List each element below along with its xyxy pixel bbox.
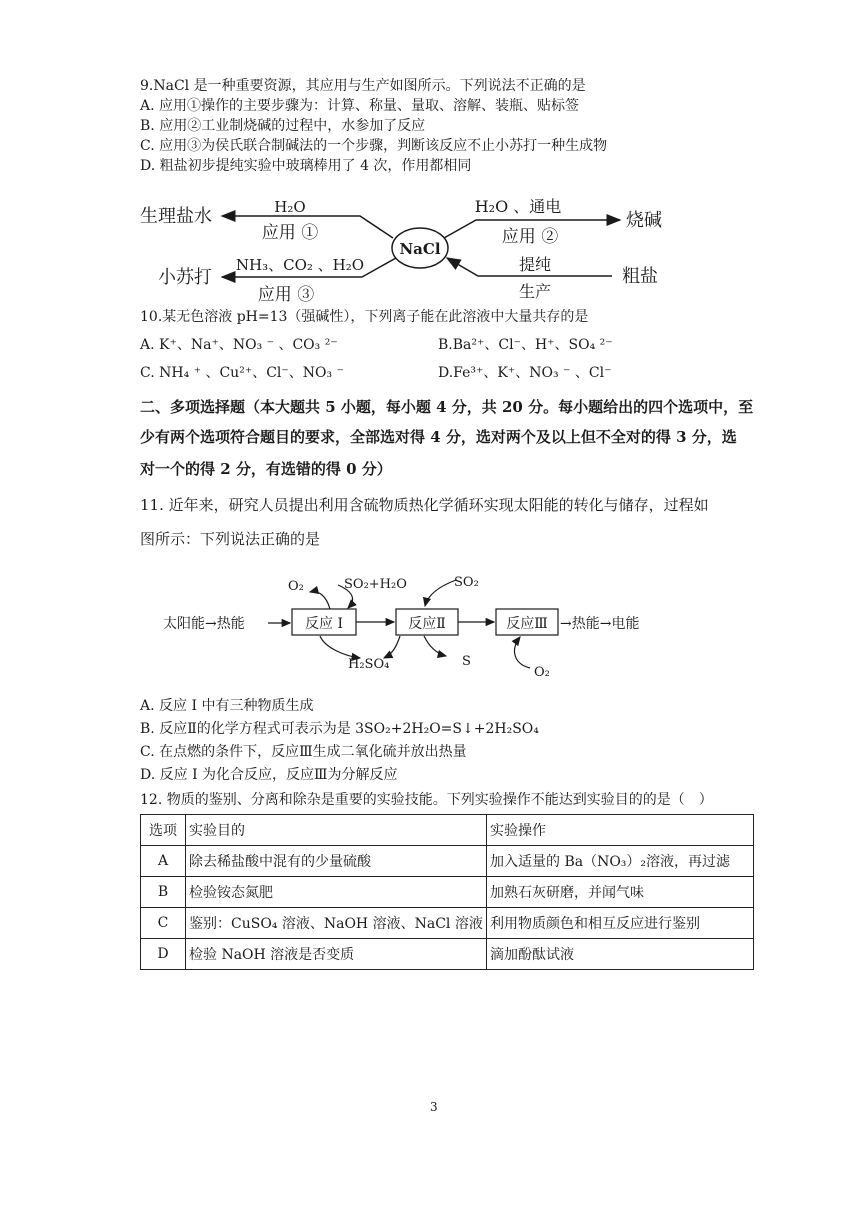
reaction-2-label: 反应Ⅱ xyxy=(408,616,446,632)
saline-label: 生理盐水 xyxy=(140,206,212,227)
s-label: S xyxy=(462,654,471,669)
table-row xyxy=(141,908,754,939)
row-operation: 加入适量的 Ba（NO₃）₂溶液，再过滤 xyxy=(487,846,754,877)
q10-option-a: A. K⁺、Na⁺、NO₃ ⁻ 、CO₃ ²⁻ xyxy=(140,337,338,353)
q9-option-b: B. 应用②工业制烧碱的过程中，水参加了反应 xyxy=(140,118,426,134)
q11-stem-2: 图所示：下列说法正确的是 xyxy=(140,530,321,548)
row-option: B xyxy=(141,877,186,908)
so2-top-label: SO₂ xyxy=(454,575,479,590)
table-row xyxy=(141,877,754,908)
q11-stem-1: 11. 近年来，研究人员提出利用含硫物质热化学循环实现太阳能的转化与储存，过程如 xyxy=(140,496,709,514)
h2so4-label: H₂SO₄ xyxy=(348,657,390,672)
row-operation: 加熟石灰研磨，并闻气味 xyxy=(487,877,754,908)
purify-label: 提纯 xyxy=(518,255,552,274)
crude-label: 粗盐 xyxy=(622,266,658,287)
page-number: 3 xyxy=(430,1100,438,1114)
so2-h2o-label: SO₂+H₂O xyxy=(344,577,407,592)
row-option: D xyxy=(141,939,186,970)
electrolysis-label: H₂O 、通电 xyxy=(474,197,562,216)
sulfur-cycle-diagram xyxy=(0,565,867,685)
header-operation: 实验操作 xyxy=(487,815,754,846)
output-label: →热能→电能 xyxy=(560,616,640,632)
row-option: A xyxy=(141,846,186,877)
row-operation: 利用物质颜色和相互反应进行鉴别 xyxy=(487,908,754,939)
header-purpose: 实验目的 xyxy=(186,815,487,846)
experiment-table xyxy=(140,814,754,970)
section2-line1: 二、多项选择题（本大题共 5 小题，每小题 4 分，共 20 分。每小题给出的四个选项中，至 xyxy=(140,398,754,416)
app2-label: 应用 ② xyxy=(501,227,559,247)
q12-stem: 12. 物质的鉴别、分离和除杂是重要的实验技能。下列实验操作不能达到实验目的的是（ ） xyxy=(140,792,713,808)
produce-label: 生产 xyxy=(518,282,552,301)
q10-stem: 10.某无色溶液 pH=13（强碱性），下列离子能在此溶液中大量共存的是 xyxy=(140,309,589,325)
reagents3-label: NH₃、CO₂ 、H₂O xyxy=(235,256,365,274)
q10-option-c: C. NH₄ ⁺ 、Cu²⁺、Cl⁻、NO₃ ⁻ xyxy=(140,365,344,381)
q9-option-d: D. 粗盐初步提纯实验中玻璃棒用了 4 次，作用都相同 xyxy=(140,158,472,174)
q9-stem: 9.NaCl 是一种重要资源，其应用与生产如图所示。下列说法不正确的是 xyxy=(140,78,586,94)
o2-bottom-label: O₂ xyxy=(534,665,550,680)
section2-line2: 少有两个选项符合题目的要求，全部选对得 4 分，选对两个及以上但不全对的得 3 分，选 xyxy=(140,428,737,446)
q11-option-a: A. 反应 I 中有三种物质生成 xyxy=(140,698,314,714)
row-purpose: 检验 NaOH 溶液是否变质 xyxy=(186,939,487,970)
row-purpose: 鉴别：CuSO₄ 溶液、NaOH 溶液、NaCl 溶液 xyxy=(186,908,487,939)
table-row xyxy=(141,846,754,877)
reaction-1-label: 反应 I xyxy=(305,616,343,632)
q11-option-c: C. 在点燃的条件下，反应Ⅲ生成二氧化硫并放出热量 xyxy=(140,744,467,760)
row-purpose: 检验铵态氮肥 xyxy=(186,877,487,908)
section2-line3: 对一个的得 2 分，有选错的得 0 分） xyxy=(140,460,392,478)
reaction-3-label: 反应Ⅲ xyxy=(506,616,548,632)
app1-label: 应用 ① xyxy=(261,223,319,243)
q11-option-d: D. 反应 I 为化合反应，反应Ⅲ为分解反应 xyxy=(140,767,398,783)
caustic-label: 烧碱 xyxy=(626,210,662,231)
o2-top-label: O₂ xyxy=(288,579,304,594)
app3-label: 应用 ③ xyxy=(257,285,315,305)
nacl-diagram xyxy=(0,185,867,310)
row-purpose: 除去稀盐酸中混有的少量硫酸 xyxy=(186,846,487,877)
header-option: 选项 xyxy=(141,815,186,846)
h2o-top-label: H₂O xyxy=(274,198,306,216)
q9-option-c: C. 应用③为侯氏联合制碱法的一个步骤，判断该反应不止小苏打一种生成物 xyxy=(140,138,608,154)
row-operation: 滴加酚酞试液 xyxy=(487,939,754,970)
table-row xyxy=(141,939,754,970)
q10-option-b: B.Ba²⁺、Cl⁻、H⁺、SO₄ ²⁻ xyxy=(438,337,613,353)
q11-option-b: B. 反应Ⅱ的化学方程式可表示为是 3SO₂+2H₂O=S↓+2H₂SO₄ xyxy=(140,721,539,737)
table-header-row xyxy=(141,815,754,846)
row-option: C xyxy=(141,908,186,939)
q9-option-a: A. 应用①操作的主要步骤为：计算、称量、量取、溶解、装瓶、贴标签 xyxy=(140,98,580,114)
soda-label: 小苏打 xyxy=(158,267,212,288)
nacl-label: NaCl xyxy=(399,240,441,258)
q10-option-d: D.Fe³⁺、K⁺、NO₃ ⁻ 、Cl⁻ xyxy=(438,365,612,381)
solar-label: 太阳能→热能 xyxy=(163,616,245,632)
